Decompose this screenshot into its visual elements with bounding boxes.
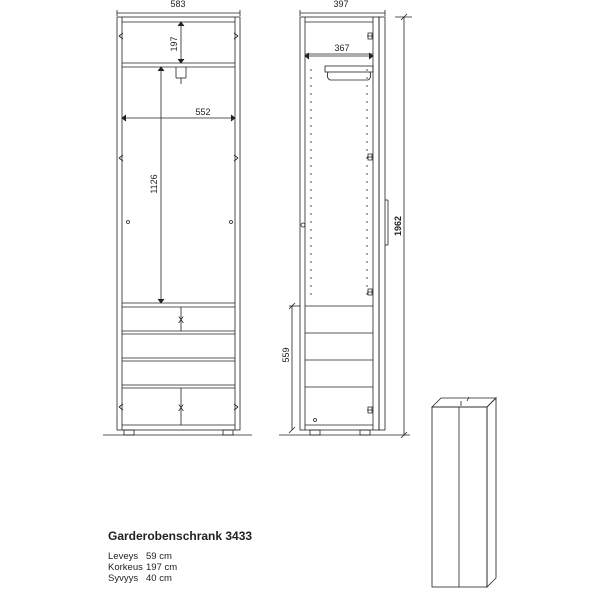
spec-row-depth bbox=[108, 573, 177, 584]
hole-dot bbox=[366, 253, 367, 254]
total-height-label: 1962 bbox=[393, 215, 403, 237]
hole-dot bbox=[366, 133, 367, 134]
spec-value: 59 cm bbox=[146, 551, 172, 562]
hole-dot bbox=[366, 205, 367, 206]
lower-height-label: 559 bbox=[281, 347, 291, 363]
spec-value: 40 cm bbox=[146, 573, 172, 584]
hole-dot bbox=[310, 85, 311, 86]
hole-dot bbox=[310, 221, 311, 222]
hole-dot bbox=[310, 213, 311, 214]
product-title: Garderobenschrank 3433 bbox=[108, 529, 253, 543]
hole-dot bbox=[366, 237, 367, 238]
hole-dot bbox=[310, 181, 311, 182]
hole-dot bbox=[366, 181, 367, 182]
spec-value: 197 cm bbox=[146, 562, 178, 573]
hole-dot bbox=[366, 125, 367, 126]
spec-row-height bbox=[108, 562, 177, 573]
hole-dot bbox=[310, 277, 311, 278]
hole-dot bbox=[310, 157, 311, 158]
hole-dot bbox=[310, 141, 311, 142]
hole-dot bbox=[366, 69, 367, 70]
hole-dot bbox=[366, 293, 367, 294]
hole-dot bbox=[310, 101, 311, 102]
hole-dot bbox=[310, 261, 311, 262]
hole-dot bbox=[366, 261, 367, 262]
hole-dot bbox=[310, 269, 311, 270]
hole-dot bbox=[366, 165, 367, 166]
hole-dot bbox=[366, 213, 367, 214]
hole-dot bbox=[366, 141, 367, 142]
hole-dot bbox=[366, 269, 367, 270]
hole-dot bbox=[366, 245, 367, 246]
inner-depth-label: 367 bbox=[334, 43, 350, 53]
hole-dot bbox=[366, 101, 367, 102]
hole-dot bbox=[366, 285, 367, 286]
hole-dot bbox=[366, 93, 367, 94]
hole-dot bbox=[310, 205, 311, 206]
hole-dot bbox=[310, 69, 311, 70]
hole-dot bbox=[366, 149, 367, 150]
hole-dot bbox=[366, 173, 367, 174]
hole-dot bbox=[310, 293, 311, 294]
side-depth-label: 397 bbox=[333, 0, 349, 9]
hole-dot bbox=[310, 125, 311, 126]
hole-dot bbox=[310, 109, 311, 110]
hole-dot bbox=[310, 133, 311, 134]
front-view bbox=[103, 10, 252, 435]
spec-label: Leveys bbox=[108, 551, 139, 562]
spec-label: Korkeus bbox=[108, 562, 143, 573]
hole-dot bbox=[310, 189, 311, 190]
hole-dot bbox=[366, 197, 367, 198]
hole-dot bbox=[366, 221, 367, 222]
hole-dot bbox=[310, 93, 311, 94]
hole-dot bbox=[366, 77, 367, 78]
hole-dot bbox=[310, 117, 311, 118]
hole-dot bbox=[310, 229, 311, 230]
product-specs bbox=[108, 551, 177, 584]
hole-dot bbox=[366, 277, 367, 278]
hole-dot bbox=[310, 197, 311, 198]
hole-dot bbox=[310, 149, 311, 150]
hole-dot bbox=[310, 285, 311, 286]
front-width-label: 583 bbox=[170, 0, 186, 9]
drawer-mark-1: X bbox=[177, 315, 185, 325]
hole-dot bbox=[366, 85, 367, 86]
hole-dot bbox=[366, 117, 367, 118]
hole-dot bbox=[310, 253, 311, 254]
spec-label: Syvyys bbox=[108, 573, 139, 584]
hole-dot bbox=[310, 173, 311, 174]
top-gap-label: 197 bbox=[169, 36, 179, 52]
hole-dot bbox=[366, 157, 367, 158]
hole-dot bbox=[310, 165, 311, 166]
spec-row-width bbox=[108, 551, 177, 562]
cabinet-3d-thumbnail bbox=[432, 397, 496, 587]
hole-dot bbox=[310, 237, 311, 238]
hole-dot bbox=[310, 77, 311, 78]
drawer-mark-2: X bbox=[177, 403, 185, 413]
hole-dot bbox=[310, 245, 311, 246]
hole-dot bbox=[366, 189, 367, 190]
rod-height-label: 1126 bbox=[149, 174, 159, 194]
side-view-holes bbox=[310, 69, 367, 294]
hole-dot bbox=[366, 229, 367, 230]
hole-dot bbox=[366, 109, 367, 110]
inner-width-label: 552 bbox=[195, 107, 211, 117]
